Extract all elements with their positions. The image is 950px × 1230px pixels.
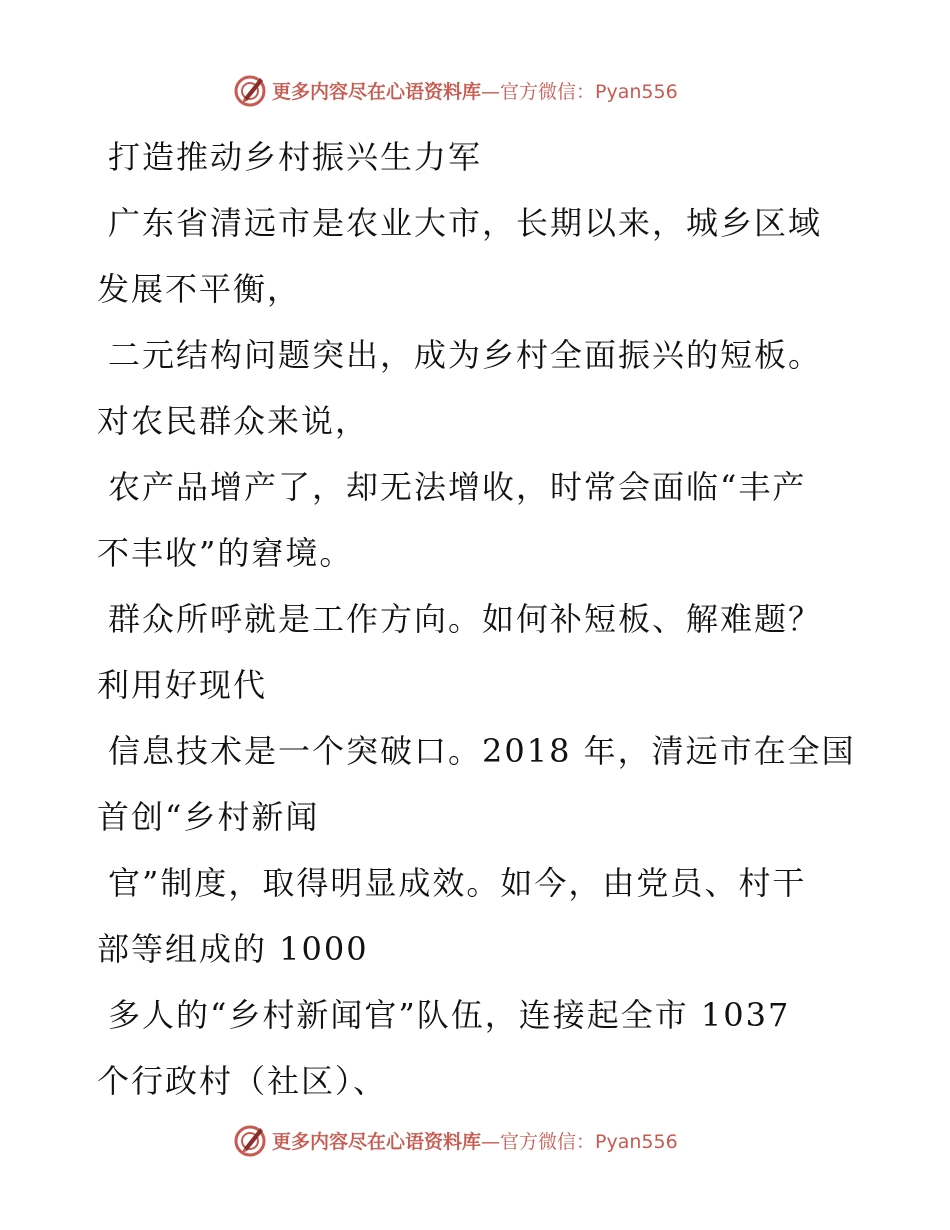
paragraph-line: 农产品增产了，却无法增收，时常会面临“丰产 — [108, 468, 807, 506]
paragraph-line: 信息技术是一个突破口。2018 年，清远市在全国 — [108, 732, 856, 770]
paragraph-line: 部等组成的 1000 — [97, 930, 369, 968]
document-body — [97, 124, 857, 1114]
document-title-text: 打造推动乡村振兴生力军 — [108, 138, 483, 176]
paragraph-line: 二元结构问题突出，成为乡村全面振兴的短板。 — [108, 336, 823, 374]
footer-banner-dash: — — [481, 1130, 501, 1153]
paragraph-line: 不丰收”的窘境。 — [97, 534, 354, 572]
paragraph-3 — [97, 454, 857, 586]
paragraph-line: 广东省清远市是农业大市，长期以来，城乡区域 — [108, 204, 823, 242]
paragraph-line: 对农民群众来说， — [97, 402, 370, 440]
paragraph-line: 利用好现代 — [97, 666, 268, 704]
paragraph-line: 群众所呼就是工作方向。如何补短板、解难题？ — [108, 600, 823, 638]
header-banner-site: 更多内容尽在心语资料库 — [272, 80, 482, 103]
paragraph-line: 多人的“乡村新闻官”队伍，连接起全市 1037 — [108, 996, 791, 1034]
header-banner — [232, 72, 678, 108]
header-banner-dash: — — [481, 80, 501, 103]
paragraph-line: 发展不平衡， — [97, 270, 302, 308]
footer-banner-wechat-id: Pyan556 — [595, 1130, 678, 1153]
paragraph-5 — [97, 718, 857, 850]
paragraph-7 — [97, 982, 857, 1114]
pen-circle-logo-icon — [232, 72, 268, 108]
footer-banner-label: 官方微信： — [500, 1130, 596, 1153]
header-banner-text — [272, 77, 678, 104]
paragraph-1 — [97, 190, 857, 322]
pen-circle-logo-icon — [232, 1122, 268, 1158]
footer-banner — [232, 1122, 678, 1158]
document-title — [97, 124, 857, 190]
paragraph-2 — [97, 322, 857, 454]
header-banner-label: 官方微信： — [500, 80, 596, 103]
paragraph-6 — [97, 850, 857, 982]
paragraph-line: 个行政村（社区）、 — [97, 1062, 388, 1100]
paragraph-4 — [97, 586, 857, 718]
header-banner-wechat-id: Pyan556 — [595, 80, 678, 103]
paragraph-line: 官”制度，取得明显成效。如今，由党员、村干 — [108, 864, 807, 902]
paragraph-line: 首创“乡村新闻 — [97, 798, 320, 836]
footer-banner-text — [272, 1127, 678, 1154]
footer-banner-site: 更多内容尽在心语资料库 — [272, 1130, 482, 1153]
